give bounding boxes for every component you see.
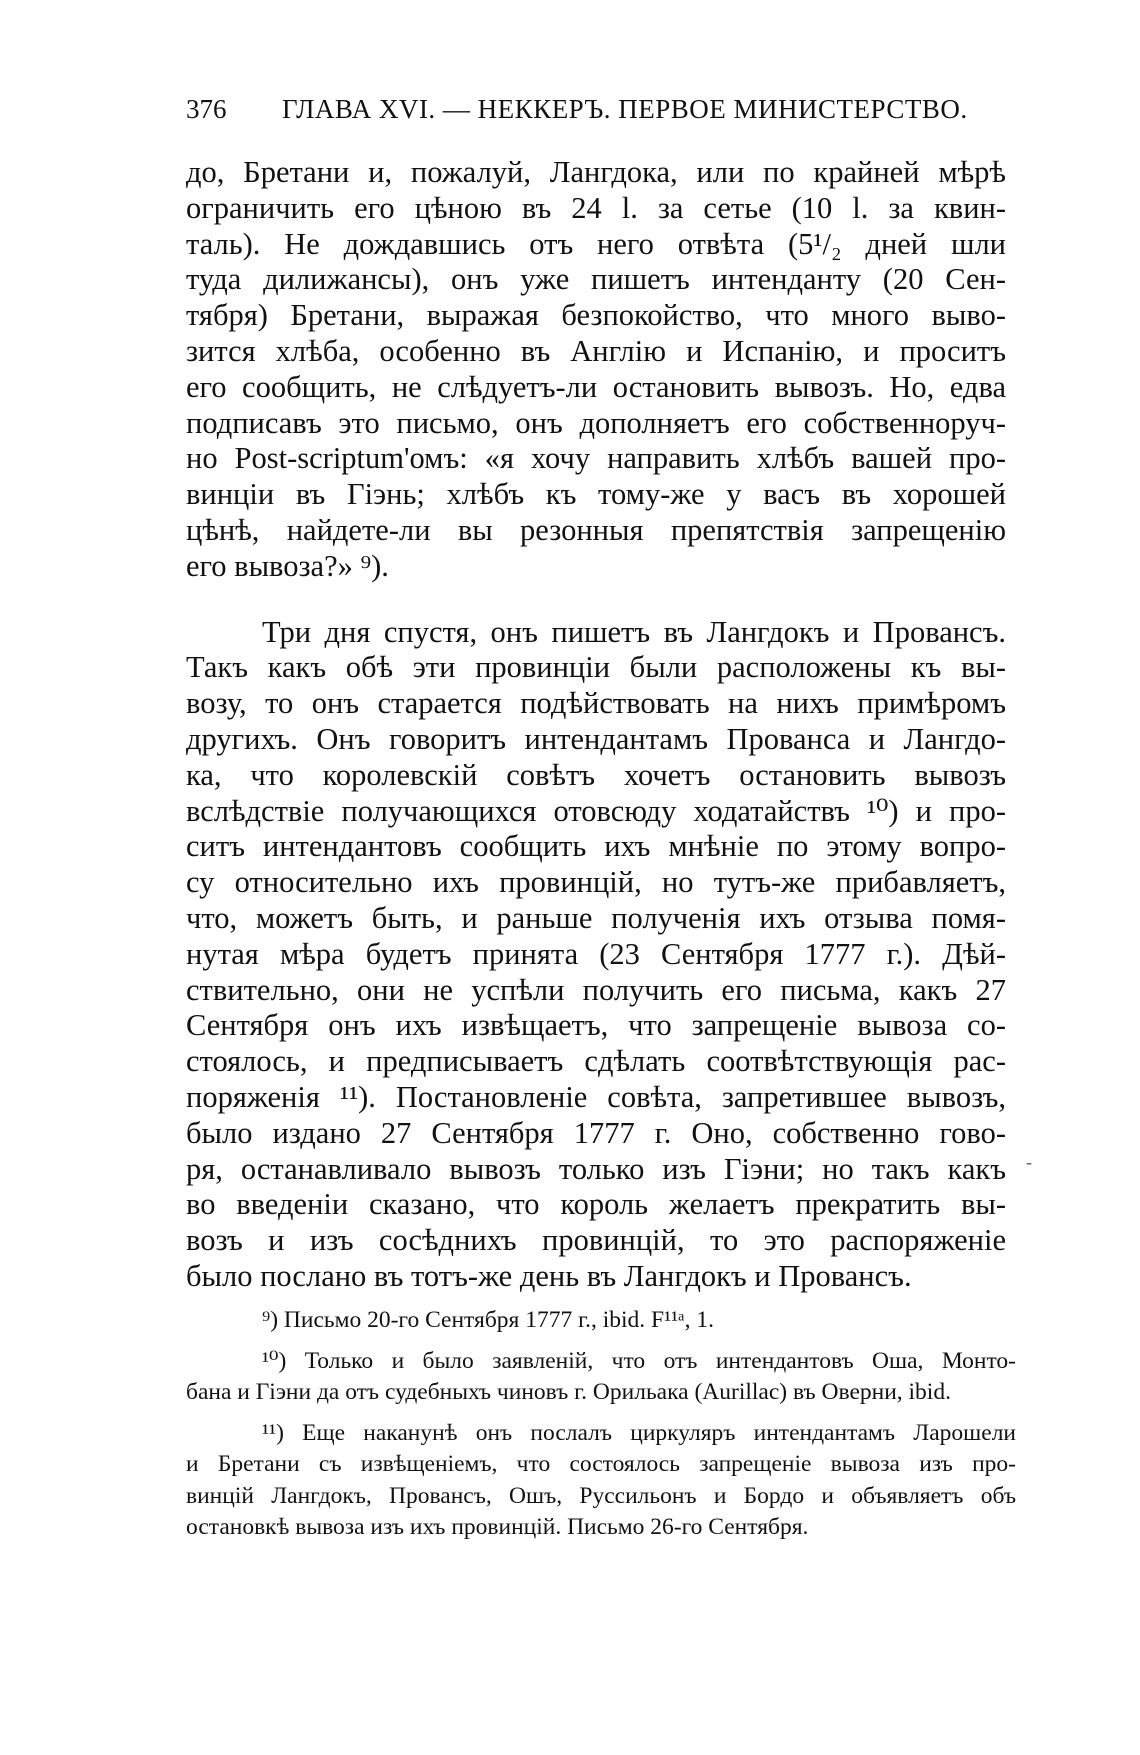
running-title: ГЛАВА XVI. — НЕККЕРЪ. ПЕРВОЕ МИНИСТЕРСТВО. [282,94,968,124]
text-line: туда дилижансы), онъ уже пишетъ интенданту (20 Сен- [186,262,1006,297]
margin-mark: - [1026,1152,1032,1172]
text-line: возъ и изъ сосѣднихъ провинцій, то это распоряженіе [186,1223,1006,1258]
text-line: Сентября онъ ихъ извѣщаетъ, что запрещеніе вывоза со- [186,1008,1006,1043]
text-line: поряженія ¹¹). Постановленіе совѣта, запретившее вывозъ, [186,1079,1006,1114]
text-line: возу, то онъ старается подѣйствовать на нихъ примѣромъ [186,686,1006,721]
footnote-line: ⁹) Письмо 20-го Сентября 1777 г., ibid. F¹¹ᵃ, 1. [262,1307,714,1333]
text-line: было издано 27 Сентября 1777 г. Оно, собственно гово- [186,1115,1006,1150]
footnotes [186,1305,1016,1553]
text-line: цѣнѣ, найдете-ли вы резонныя препятствія запрещенію [186,512,1006,547]
text-line: что, можетъ быть, и раньше полученія ихъ отзыва помя- [186,900,1006,935]
footnote-11 [186,1418,1016,1544]
text-line: ря, останавливало вывозъ только изъ Гіэни; но такъ какъ [186,1151,1006,1186]
text-line: подписавъ это письмо, онъ дополняетъ его собственноруч- [186,405,1006,440]
footnote-9 [186,1305,1016,1337]
text-line: ствительно, они не успѣли получить его письма, какъ 27 [186,972,1006,1007]
text-line: его сообщить, не слѣдуетъ-ли остановить вывозъ. Но, едва [186,369,1006,404]
text-line: Три дня спустя, онъ пишетъ въ Лангдокъ и Провансъ. [262,614,1006,649]
text-line: стоялось, и предписываетъ сдѣлать соотвѣтствующія рас- [186,1044,1006,1079]
footnote-line: ¹⁰) Только и было заявленій, что отъ интендантовъ Оша, Монто- [262,1347,1016,1374]
paragraph-1 [186,155,1006,585]
main-text [186,155,1006,1295]
text-line: другихъ. Онъ говоритъ интендантамъ Прованса и Лангдо- [186,721,1006,756]
text-line: во введеніи сказано, что король желаетъ прекратить вы- [186,1187,1006,1222]
text-line: его вывоза?» ⁹). [186,548,389,583]
text-line: су относительно ихъ провинцій, но тутъ-же прибавляетъ, [186,865,1006,900]
text-line: ка, что королевскій совѣтъ хочетъ остановить вывозъ [186,757,1006,792]
text-line: нутая мѣра будетъ принята (23 Сентября 1777 г.). Дѣй- [186,936,1006,971]
page-number: 376 [186,94,227,124]
footnote-line: ¹¹) Еще наканунѣ онъ послалъ циркуляръ интендантамъ Ларошели [262,1419,1016,1446]
text-line: Такъ какъ обѣ эти провинціи были расположены къ вы- [186,650,1006,685]
text-line: до, Бретани и, пожалуй, Лангдока, или по крайней мѣрѣ [186,155,1006,189]
text-line: было послано въ тотъ-же день въ Лангдокъ и Провансъ. [186,1258,912,1293]
text-line: но Post-scriptum'омъ: «я хочу направить хлѣбъ вашей про- [186,441,1006,476]
running-header [186,92,968,126]
footnote-line: остановкѣ вывоза изъ ихъ провинцій. Письмо 26-го Сентября. [186,1514,809,1540]
text-line: вслѣдствіе получающихся отовсюду ходатайствъ ¹⁰) и про- [186,793,1006,828]
footnote-line: бана и Гіэни да отъ судебныхъ чиновъ г. Орильака (Aurillac) въ Оверни, ibid. [186,1379,951,1405]
text-line: ограничить его цѣною въ 24 l. за сетье (10 l. за квин- [186,190,1006,225]
text-line: тября) Бретани, выражая безпокойство, что много выво- [186,298,1006,333]
footnote-line: винцій Лангдокъ, Провансъ, Ошъ, Руссильонъ и Бордо и объявляетъ объ [186,1482,1016,1509]
text-line: ситъ интендантовъ сообщить ихъ мнѣніе по этому вопро- [186,829,1006,864]
paragraph-2 [186,615,1006,1295]
footnote-line: и Бретани съ извѣщеніемъ, что состоялось запрещеніе вывоза изъ про- [186,1451,1016,1477]
footnote-10 [186,1346,1016,1409]
text-line: зится хлѣба, особенно въ Англію и Испанію, и проситъ [186,333,1006,368]
text-line: таль). Не дождавшись отъ него отвѣта (5¹/₂ дней шли [186,226,1006,261]
text-line: винціи въ Гіэнь; хлѣбъ къ тому-же у васъ въ хорошей [186,477,1006,512]
